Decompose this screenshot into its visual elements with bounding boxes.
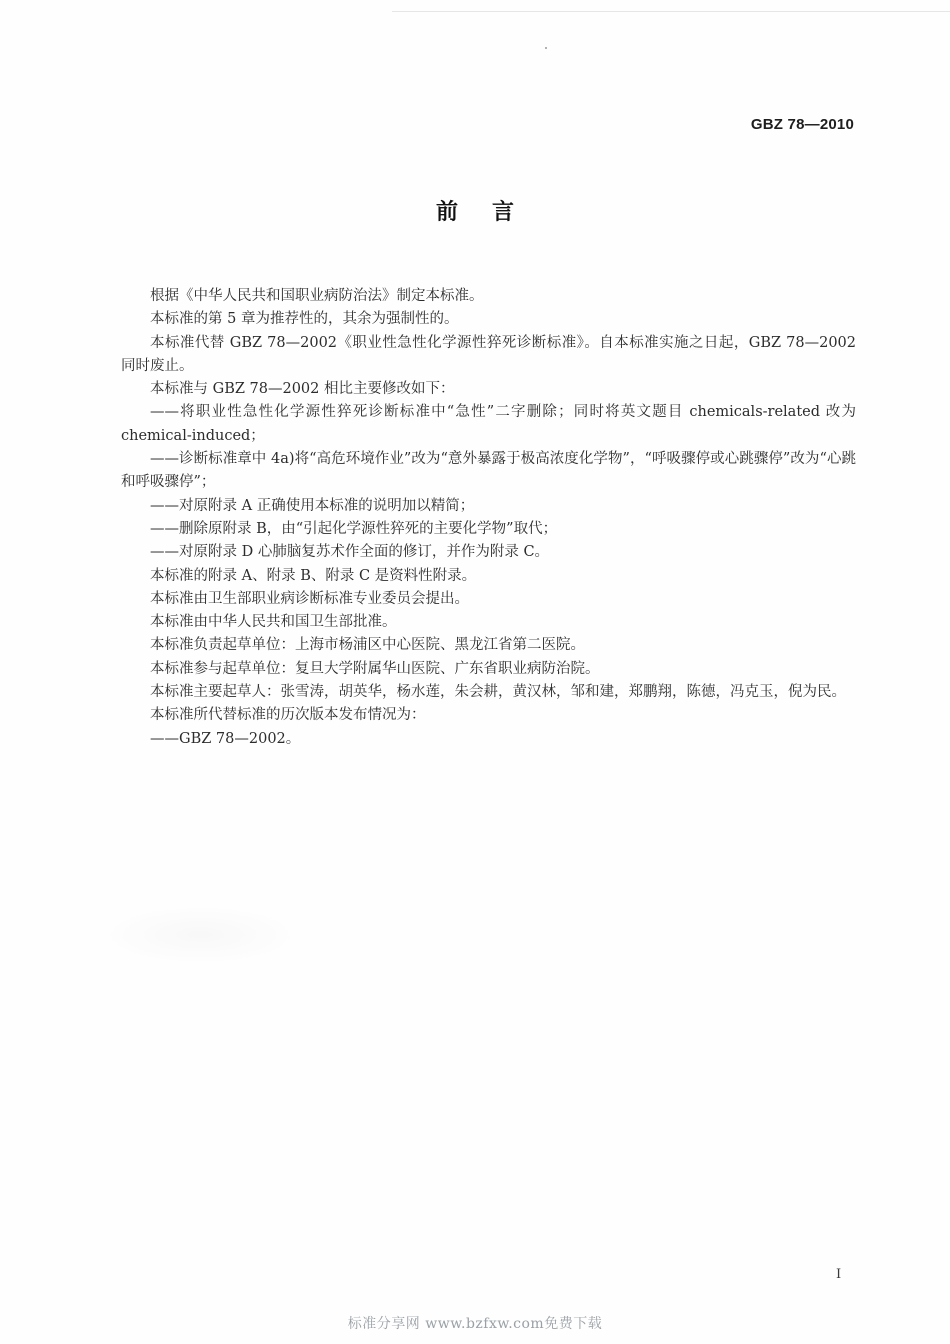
paragraph-change-2: ——诊断标准章中 4a)将“高危环境作业”改为“意外暴露于极高浓度化学物”，“呼吸骤停或心跳骤停”改为“心跳和呼吸骤停”； xyxy=(121,451,856,491)
paragraph-approved-by: 本标准由中华人民共和国卫生部批准。 xyxy=(150,614,397,631)
paragraph-basis: 根据《中华人民共和国职业病防治法》制定本标准。 xyxy=(150,288,484,304)
paragraph-change-3: ——对原附录 A 正确使用本标准的说明加以精简； xyxy=(150,497,475,514)
paragraph-change-4: ——删除原附录 B，由“引起化学源性猝死的主要化学物”取代； xyxy=(150,520,558,537)
page-title: 前言 xyxy=(435,200,548,225)
paragraph-version-history-intro: 本标准所代替标准的历次版本发布情况为： xyxy=(150,707,426,724)
paragraph-version-history-item: ——GBZ 78—2002。 xyxy=(150,730,301,747)
top-rule-line xyxy=(392,11,950,12)
paragraph-replaces: 本标准代替 GBZ 78—2002《职业性急性化学源性猝死诊断标准》。自本标准实施之日起，GBZ 78—2002 同时废止。 xyxy=(121,334,856,374)
paragraph-change-5: ——对原附录 D 心肺脑复苏术作全面的修订，并作为附录 C。 xyxy=(150,544,550,561)
watermark-text: 标准分享网 www.bzfxw.com免费下载 xyxy=(347,1316,603,1332)
paragraph-recommended-chapter: 本标准的第 5 章为推荐性的，其余为强制性的。 xyxy=(150,311,459,328)
foreword-body xyxy=(121,285,856,751)
standard-code: GBZ 78—2010 xyxy=(750,116,854,133)
scan-smudge xyxy=(100,905,300,965)
paragraph-change-1: ——将职业性急性化学源性猝死诊断标准中“急性”二字删除；同时将英文题目 chemicals-related 改为 chemical-induced； xyxy=(121,404,856,444)
paragraph-proposed-by: 本标准由卫生部职业病诊断标准专业委员会提出。 xyxy=(150,590,469,607)
scan-speck xyxy=(545,47,547,49)
paragraph-appendices: 本标准的附录 A、附录 B、附录 C 是资料性附录。 xyxy=(150,567,477,584)
paragraph-main-authors: 本标准主要起草人：张雪涛，胡英华，杨水莲，朱会耕，黄汉林，邹和建，郑鹏翔，陈德，冯克玉，倪为民。 xyxy=(150,684,846,701)
page-number: I xyxy=(836,1267,842,1282)
paragraph-changes-intro: 本标准与 GBZ 78—2002 相比主要修改如下： xyxy=(150,381,455,398)
paragraph-lead-drafters: 本标准负责起草单位：上海市杨浦区中心医院、黑龙江省第二医院。 xyxy=(150,637,585,654)
paragraph-participating-drafters: 本标准参与起草单位：复旦大学附属华山医院、广东省职业病防治院。 xyxy=(150,660,600,677)
